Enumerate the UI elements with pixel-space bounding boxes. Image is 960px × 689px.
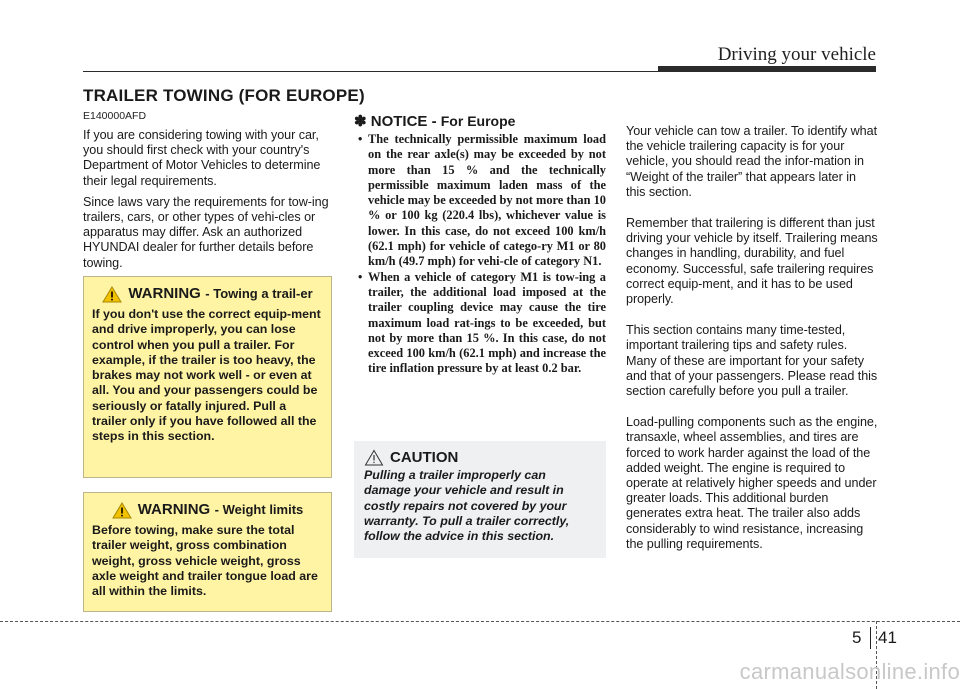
document-code: E140000AFD [83, 110, 147, 122]
safety-paragraph: This section contains many time-tested, important trailering tips and safety rules. Many of these are important for your safety and that of your passengers. Please read this section carefully before you pull a trailer. [626, 323, 878, 399]
laws-paragraph: Since laws vary the requirements for tow-ing trailers, cars, or other types of vehi-cles or apparatus may differ. Ask an authorized HYUNDAI dealer for further details before towing. [83, 194, 329, 270]
caution-header [364, 449, 596, 466]
notice-header [354, 112, 606, 130]
warning-subtitle: - Towing a trail-er [205, 286, 313, 301]
warning-label: WARNING [128, 285, 201, 302]
right-column [626, 124, 878, 568]
warning-triangle-icon [112, 502, 132, 519]
warning-towing-header [92, 285, 323, 303]
caution-box [354, 441, 606, 558]
warning-subtitle: - Weight limits [214, 502, 304, 517]
notice-column [354, 112, 606, 377]
section-title: TRAILER TOWING (FOR EUROPE) [83, 86, 365, 105]
warning-triangle-icon [102, 286, 122, 303]
notice-label: NOTICE - [370, 113, 441, 130]
page-number-divider [870, 627, 871, 649]
warning-weight-body: Before towing, make sure the total trailer weight, gross combination weight, gross vehicle weight, gross axle weight and trailer tongue load are all within the limits. [92, 523, 318, 599]
caution-label: CAUTION [390, 449, 459, 466]
warning-towing-body: If you don't use the correct equip-ment and drive improperly, you can lose control when you pull a trailer. For example, if the trailer is too heavy, the brakes may not work well - or even at all. You and your passengers could be seriously or fatally injured. Pull a trailer only if you have followed all the steps in this section. [92, 307, 321, 444]
warning-weight-header [92, 501, 323, 519]
left-column [83, 108, 333, 277]
warning-towing-box [83, 276, 332, 478]
warning-weight-box [83, 492, 332, 612]
notice-symbol-icon: ✽ [354, 113, 367, 130]
components-paragraph: Load-pulling components such as the engine, transaxle, wheel assemblies, and tires are forced to work harder against the load of the added weight. The engine is required to operate at relatively higher speeds and under greater loads. This additional burden generates extra heat. The trailer also adds considerably to wind resistance, increasing the pulling requirements. [626, 415, 878, 551]
chapter-number: 5 [852, 628, 862, 647]
header-title: Driving your vehicle [717, 44, 876, 65]
header-rule-accent [658, 66, 876, 72]
page-number: 41 [878, 628, 897, 647]
trailering-paragraph: Remember that trailering is different than just driving your vehicle by itself. Trailering means changes in handling, durability, and fuel economy. Successful, safe trailering requires correct equip-ment, and it has to be used properly. [626, 216, 878, 307]
caution-triangle-icon [364, 449, 384, 466]
warning-label: WARNING [137, 501, 211, 518]
list-item: • When a vehicle of category M1 is tow-ing a trailer, the additional load imposed at the trailer coupling device may cause the tire maximum load rat-ings to be exceeded, but not by more than 15 %. In this case, do not exceed 100 km/h (62.1 mph) and increase the tire inflation pressure by at least 0.2 bar. [354, 270, 606, 377]
caution-body: Pulling a trailer improperly can damage your vehicle and result in costly repairs not covered by your warranty. To pull a trailer correctly, follow the advice in this section. [364, 468, 570, 544]
intro-paragraph: If you are considering towing with your car, you should first check with your country's Department of Motor Vehicles to determine their legal requirements. [83, 128, 321, 188]
watermark: carmanualsonline.info [739, 659, 960, 684]
capacity-paragraph: Your vehicle can tow a trailer. To identify what the vehicle trailering capacity is for your vehicle, you should read the infor-mation in “Weight of the trailer” that appears later in this section. [626, 124, 878, 199]
notice-list [354, 132, 606, 377]
footer-rule [0, 621, 960, 622]
list-item: • The technically permissible maximum load on the rear axle(s) may be exceeded by not more than 15 % and the technically permissible maximum laden mass of the vehicle may be exceeded by not more than 10 % or 100 kg (220.4 lbs), whichever value is lower. In this case, do not exceed 100 km/h (62.1 mph) for vehicle of catego-ry M1 or 80 km/h (49.7 mph) for vehi-cle of category N1. [354, 132, 606, 270]
notice-subtitle: For Europe [440, 113, 516, 129]
